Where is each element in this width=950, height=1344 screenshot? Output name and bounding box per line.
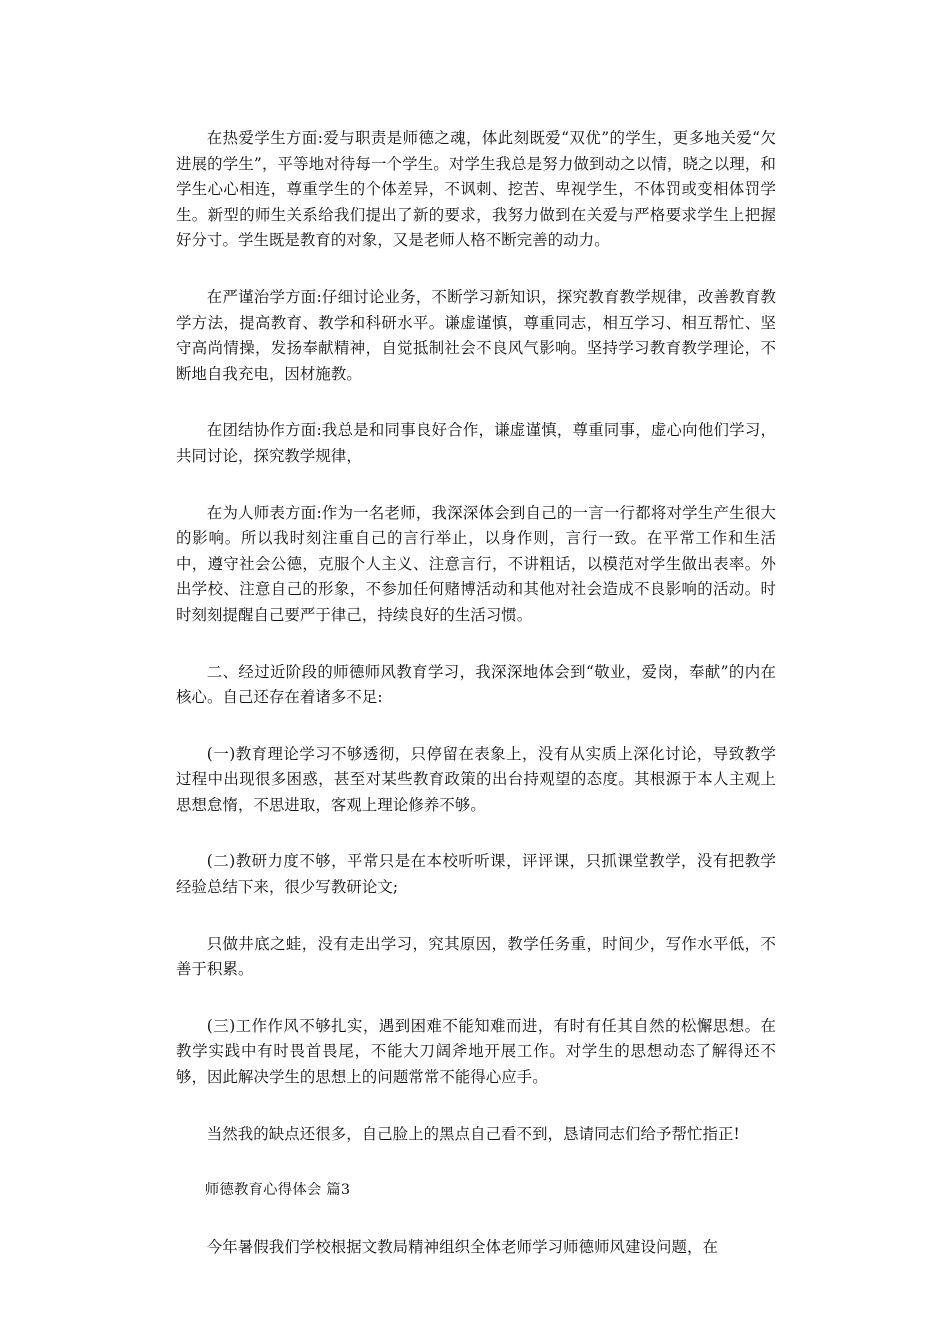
- paragraph-shortcoming-two-cont: 只做井底之蛙，没有走出学习，究其原因，教学任务重，时间少，写作水平低，不善于积累。: [176, 934, 776, 979]
- paragraph-section-two: 二、经过近阶段的师德师风教育学习，我深深地体会到“敬业，爱岗，奉献”的内在核心。自己还存在着诸多不足:: [176, 662, 776, 707]
- paragraph-shortcoming-two: (二)教研力度不够，平常只是在本校听听课，评评课，只抓课堂教学，没有把教学经验总结下来，很少写教研论文;: [176, 852, 776, 897]
- section-heading: 师德教育心得体会 篇3: [204, 1182, 351, 1199]
- paragraph-shortcoming-one: (一)教育理论学习不够透彻，只停留在表象上，没有从实质上深化讨论，导致教学过程中出现很多困惑，甚至对某些教育政策的出台持观望的态度。其根源于本人主观上思想怠惰，不思进取，客观上理论修养不够。: [176, 744, 776, 814]
- paragraph-role-model: 在为人师表方面:作为一名老师，我深深体会到自己的一言一行都将对学生产生很大的影响。所以我时刻注重自己的言行举止，以身作则，言行一致。在平常工作和生活中，遵守社会公德，克服个人主义、注意言行，不讲粗话，以模范对学生做出表率。外出学校、注意自己的形象，不参加任何赌博活动和其他对社会造成不良影响的活动。时时刻刻提醒自己要严于律己，持续良好的生活习惯。: [176, 503, 776, 624]
- paragraph-rigorous-study: 在严谨治学方面:仔细讨论业务，不断学习新知识，探究教育教学规律，改善教育教学方法，提高教育、教学和科研水平。谦虚谨慎，尊重同志，相互学习、相互帮忙、坚守高尚情操，发扬奉献精神，自觉抵制社会不良风气影响。坚持学习教育教学理论，不断地自我充电，因材施教。: [176, 287, 776, 383]
- paragraph-teamwork: 在团结协作方面:我总是和同事良好合作，谦虚谨慎，尊重同事，虚心向他们学习，共同讨论，探究教学规律，: [176, 421, 776, 465]
- paragraph-love-students: 在热爱学生方面:爱与职责是师德之魂，体此刻既爱“双优”的学生，更多地关爱“欠进展的学生”，平等地对待每一个学生。对学生我总是努力做到动之以情，晓之以理，和学生心心相连，尊重学生的个体差异，不讽刺、挖苦、卑视学生，不体罚或变相体罚学生。新型的师生关系给我们提出了新的要求，我努力做到在关爱与严格要求学生上把握好分寸。学生既是教育的对象，又是老师人格不断完善的动力。: [176, 129, 776, 250]
- document-body: [176, 126, 776, 1291]
- paragraph-shortcoming-three: (三)工作作风不够扎实，遇到困难不能知难而进，有时有任其自然的松懈思想。在教学实践中有时畏首畏尾，不能大刀阔斧地开展工作。对学生的思想动态了解得还不够，因此解决学生的思想上的问题常常不能得心应手。: [176, 1016, 776, 1087]
- paragraph-closing: 当然我的缺点还很多，自己脸上的黑点自己看不到，恳请同志们给予帮忙指正!: [206, 1124, 740, 1143]
- paragraph-article-three-start: 今年暑假我们学校根据文教局精神组织全体老师学习师德师风建设问题，在: [206, 1237, 718, 1256]
